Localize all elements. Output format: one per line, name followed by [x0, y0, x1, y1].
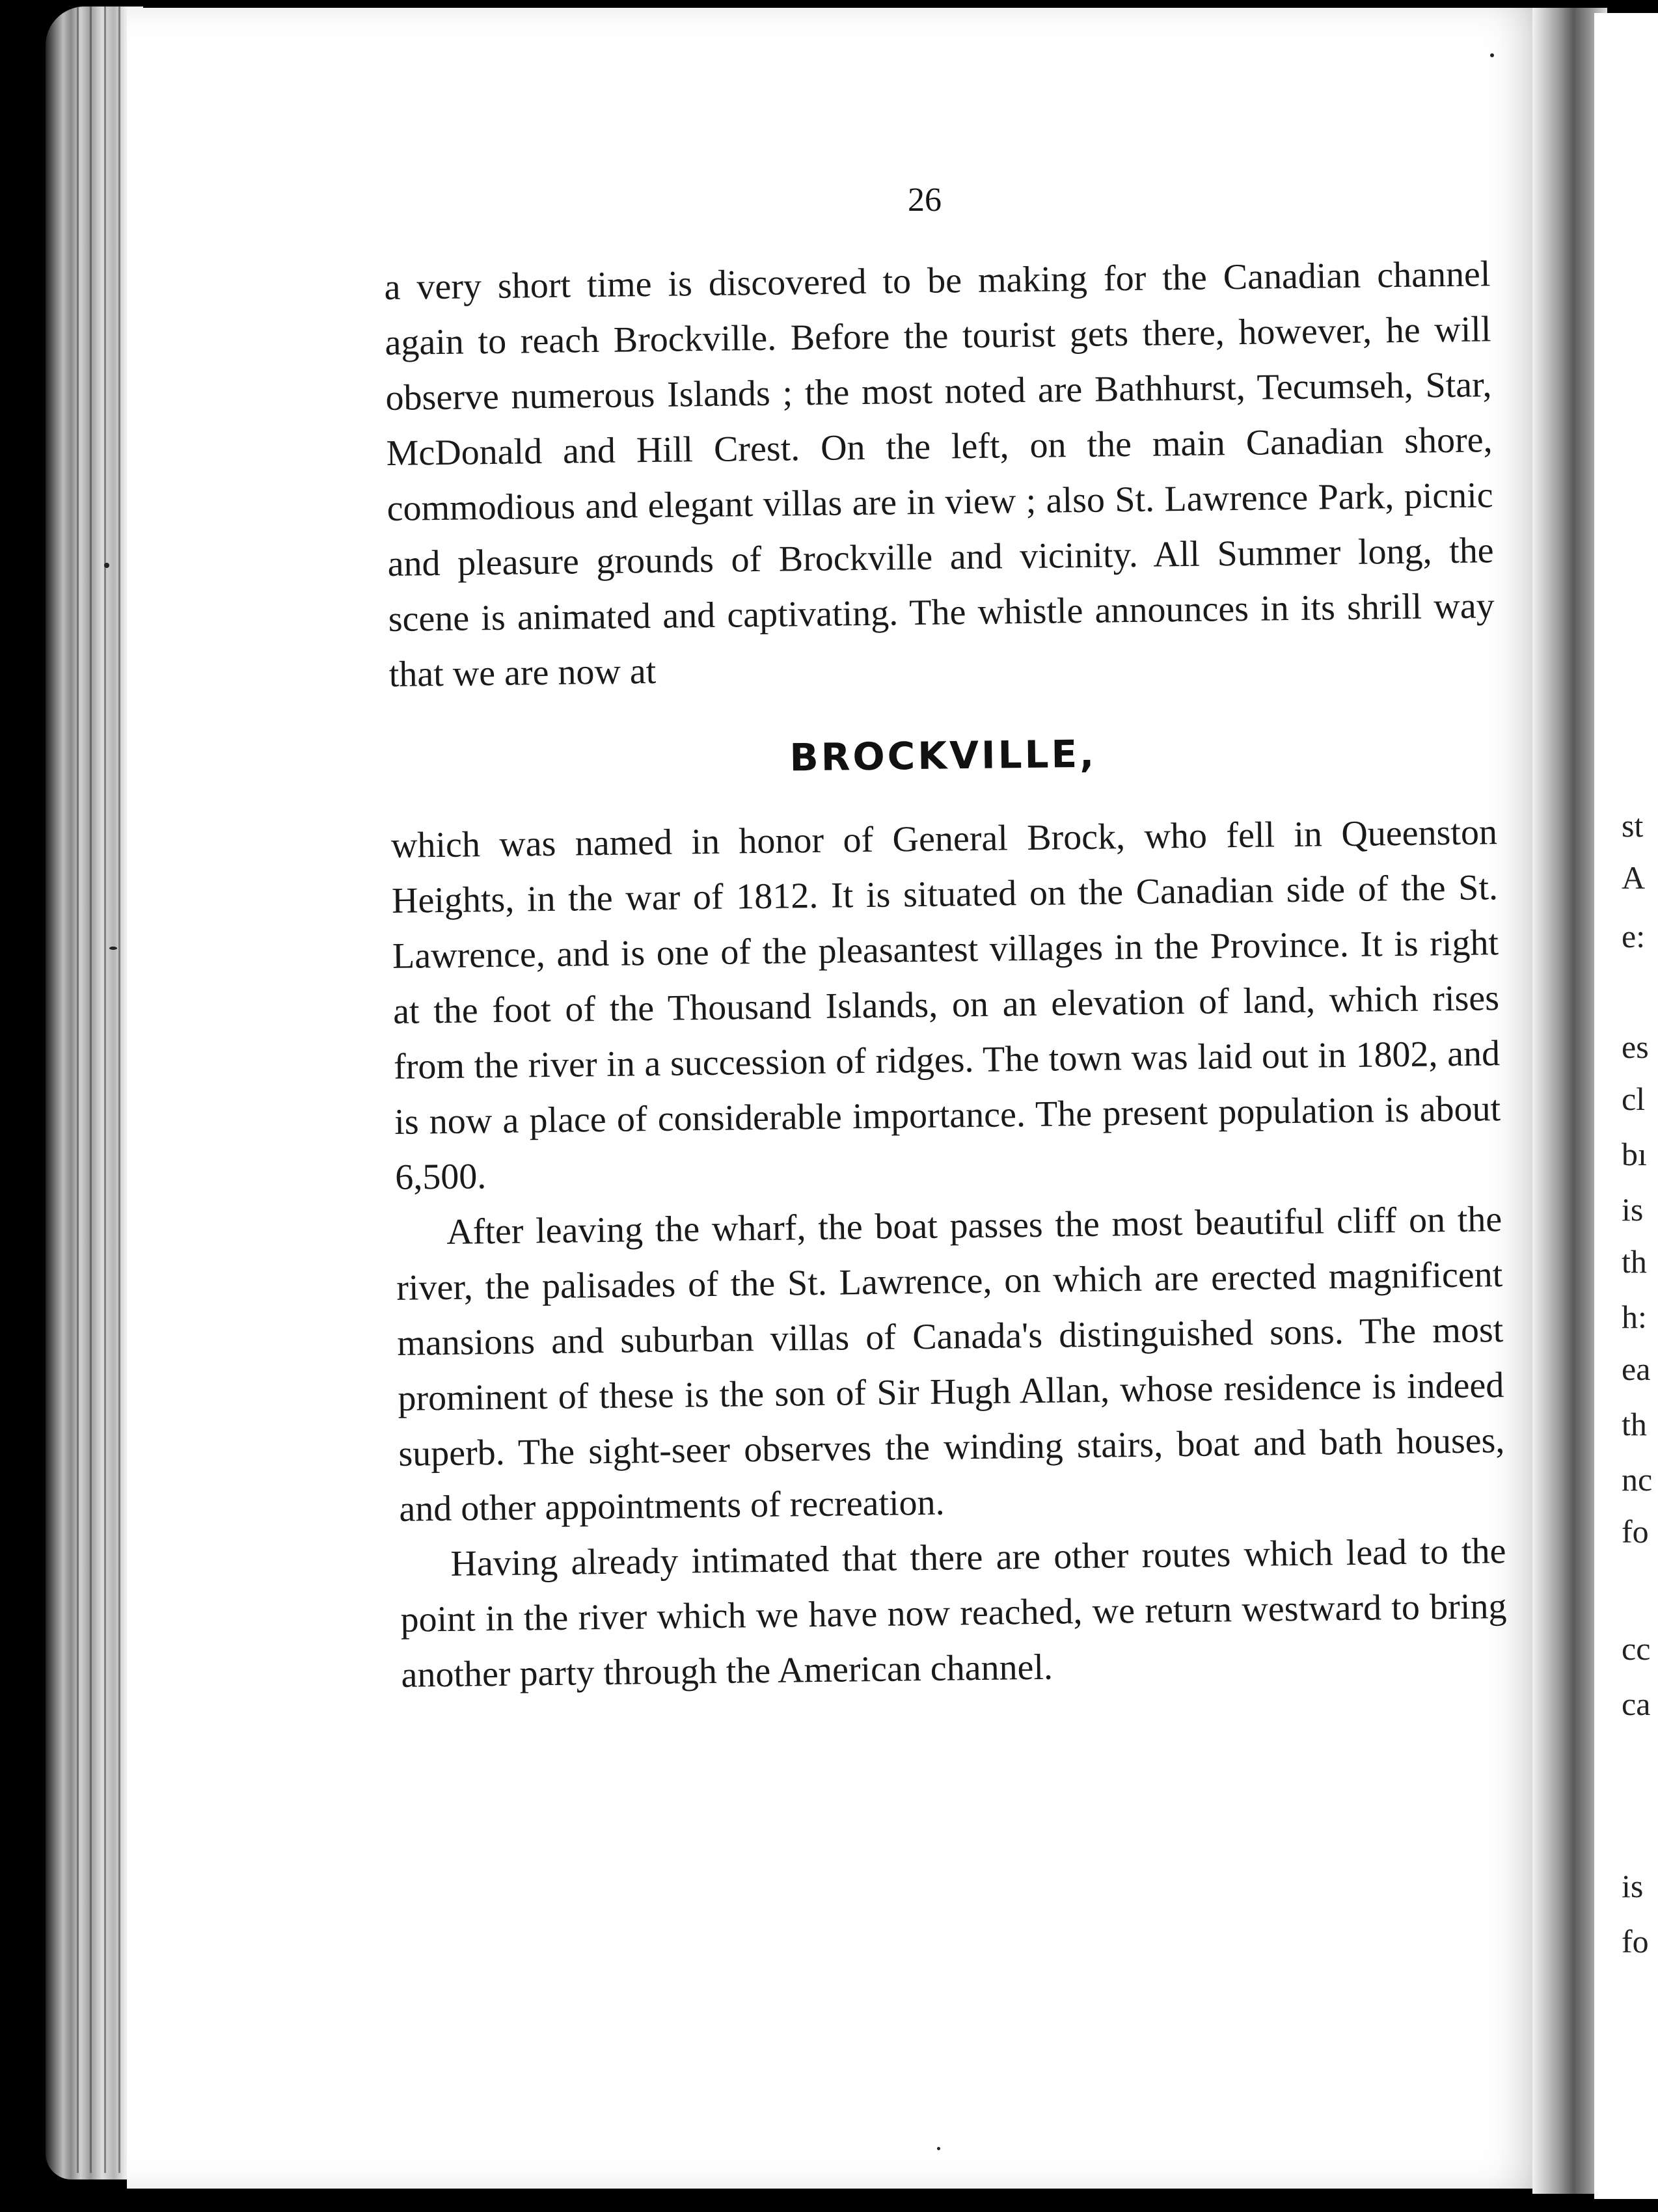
page-edge-line: [118, 7, 120, 2173]
facing-page-fragment: A: [1622, 859, 1646, 896]
page-edge-line: [90, 7, 92, 2173]
facing-page-fragment: cl: [1622, 1081, 1646, 1117]
page-speck: [937, 2147, 940, 2150]
facing-page-fragment: th: [1622, 1243, 1647, 1280]
facing-page-fragment: ea: [1622, 1351, 1651, 1387]
page-speck: [1490, 53, 1494, 57]
page-speck: [109, 947, 117, 950]
facing-page-fragment: cc: [1622, 1630, 1651, 1667]
facing-page-fragment: is: [1622, 1191, 1644, 1228]
page-text: [384, 247, 1508, 1703]
paragraph: After leaving the wharf, the boat passes the most beautiful cliff on the river, the palisades of the St. Lawrence, on which are erected magnificent mansions and suburban villas of Canada's distinguished sons. The most prominent of these is the son of Sir Hugh Allan, whose residence is indeed superb. The sight-seer observes the winding stairs, boat and bath houses, and other appointments of recreation.: [396, 1199, 1505, 1530]
paragraph: Having already intimated that there are other routes which lead to the point in the river which we have now reached, we return westward to bring another party through the American channel.: [400, 1531, 1507, 1695]
facing-page-fragment: st: [1622, 807, 1644, 844]
facing-page-fragment: nc: [1622, 1461, 1653, 1498]
paragraph: a very short time is discovered to be making for the Canadian channel again to reach Brockville. Before the tourist gets there, however, he will observe numerous Islands ; the most noted are Bathhurst, Tecumseh, Star, McDonald and Hill Crest. On the left, on the main Canadian shore, commodious and elegant villas are in view ; also St. Lawrence Park, picnic and pleasure grounds of Brockville and vicinity. All Summer long, the scene is animated and captivating. The whistle announces in its shrill way that we are now at: [384, 254, 1495, 695]
page-speck: [104, 563, 109, 568]
page-number: 26: [908, 182, 942, 219]
facing-page-fragment: th: [1622, 1406, 1647, 1442]
page-edge-line: [104, 7, 106, 2173]
facing-page-fragment: fo: [1622, 1923, 1649, 1960]
facing-page-fragment: es: [1622, 1029, 1649, 1065]
facing-page-fragment: ca: [1622, 1686, 1651, 1722]
page-edge-line: [77, 7, 79, 2173]
facing-page-fragment: e:: [1622, 918, 1646, 954]
facing-page-fragment: fo: [1622, 1513, 1649, 1550]
facing-page-fragment: bı: [1622, 1136, 1647, 1172]
facing-page-fragment: is: [1622, 1868, 1644, 1904]
paragraph: which was named in honor of General Brock, who fell in Queenston Heights, in the war of 1812. It is situated on the Canadian side of the St. Lawrence, and is one of the pleasantest villages in the Province. It is right at the foot of the Thousand Islands, on an elevation of land, which rises from the river in a succession of ridges. The town was laid out in 1802, and is now a place of considerable importance. The present population is about 6,500.: [390, 812, 1501, 1198]
section-heading: BROCKVILLE,: [789, 731, 1097, 780]
facing-page-fragment: h:: [1622, 1299, 1647, 1335]
